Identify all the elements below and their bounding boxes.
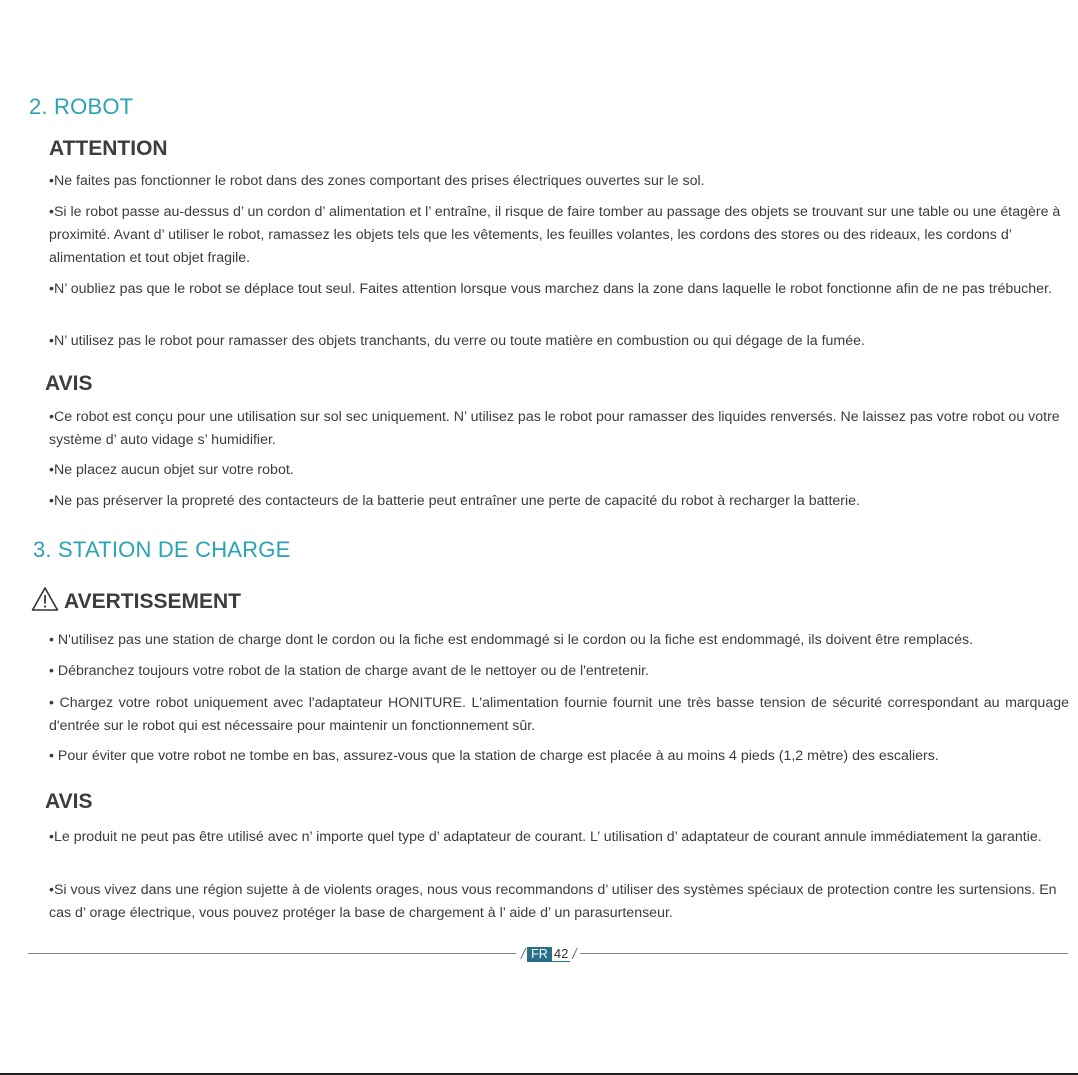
attention-item-1: •Ne faites pas fonctionner le robot dans des zones comportant des prises électriques ouvertes sur le sol. (49, 173, 705, 189)
attention-item-3: •N’ oubliez pas que le robot se déplace tout seul. Faites attention lorsque vous marchez dans la zone dans laquelle le robot fonctionne afin de ne pas trébucher. (49, 281, 1052, 297)
heading-avis-station: AVIS (45, 790, 93, 813)
attention-item-2: •Si le robot passe au-dessus d’ un cordon d’ alimentation et l’ entraîne, il risque de faire tomber au passage des objets se trouvant sur une table ou une étagère à proximité. Avant d’ utiliser le robot, ramassez les objets tels que les vêtements, les feuilles volantes, les cordons des stores ou des rideaux, les cordons d’ alimentation et tout objet fragile. (49, 204, 1061, 266)
avis-robot-item-3: •Ne pas préserver la propreté des contacteurs de la batterie peut entraîner une perte de capacité du robot à recharger la batterie. (49, 493, 860, 509)
language-tag: FR (527, 947, 552, 962)
page-badge (519, 946, 578, 962)
badge-slash-right: / (572, 945, 577, 963)
warning-triangle-icon (31, 586, 59, 612)
heading-attention: ATTENTION (49, 137, 168, 160)
avertissement-item-1: • N'utilisez pas une station de charge dont le cordon ou la fiche est endommagé si le cordon ou la fiche est endommagé, ils doivent être remplacés. (49, 632, 974, 648)
attention-item-4: •N’ utilisez pas le robot pour ramasser des objets tranchants, du verre ou toute matière en combustion ou qui dégage de la fumée. (49, 333, 865, 349)
footer-rule-left (28, 953, 516, 954)
avis-robot-item-1: •Ce robot est conçu pour une utilisation sur sol sec uniquement. N’ utilisez pas le robot pour ramasser des liquides renversés. Ne laissez pas votre robot ou votre système d’ auto vidage s’ humidifier. (49, 409, 1060, 448)
avertissement-item-2: • Débranchez toujours votre robot de la station de charge avant de le nettoyer ou de l'entretenir. (49, 663, 649, 679)
page-number: 42 (553, 946, 569, 961)
heading-avertissement: AVERTISSEMENT (64, 590, 241, 613)
footer-rule-right (580, 953, 1068, 954)
avertissement-item-4: • Pour éviter que votre robot ne tombe en bas, assurez-vous que la station de charge est placée à au moins 4 pieds (1,2 mètre) des escaliers. (49, 748, 939, 764)
avertissement-item-3: • Chargez votre robot uniquement avec l'adaptateur HONITURE. L'alimentation fournie fournit une très basse tension de sécurité correspondant au marquage d'entrée sur le robot qui est nécessaire pour maintenir un fonctionnement sûr. (49, 695, 1069, 734)
badge-slash-left: / (521, 945, 526, 963)
avis-station-item-1: •Le produit ne peut pas être utilisé avec n’ importe quel type d’ adaptateur de courant. L’ utilisation d’ adaptateur de courant annule immédiatement la garantie. (49, 829, 1042, 845)
section-title-robot: 2. ROBOT (29, 94, 134, 119)
avis-robot-item-2: •Ne placez aucun objet sur votre robot. (49, 462, 294, 478)
heading-avis-robot: AVIS (45, 372, 93, 395)
avis-station-item-2: •Si vous vivez dans une région sujette à de violents orages, nous vous recommandons d’ utiliser des systèmes spéciaux de protection contre les surtensions. En cas d’ orage électrique, vous pouvez protéger la base de chargement à l’ aide d’ un parasurtenseur. (49, 882, 1057, 921)
section-title-station: 3. STATION DE CHARGE (33, 537, 291, 562)
